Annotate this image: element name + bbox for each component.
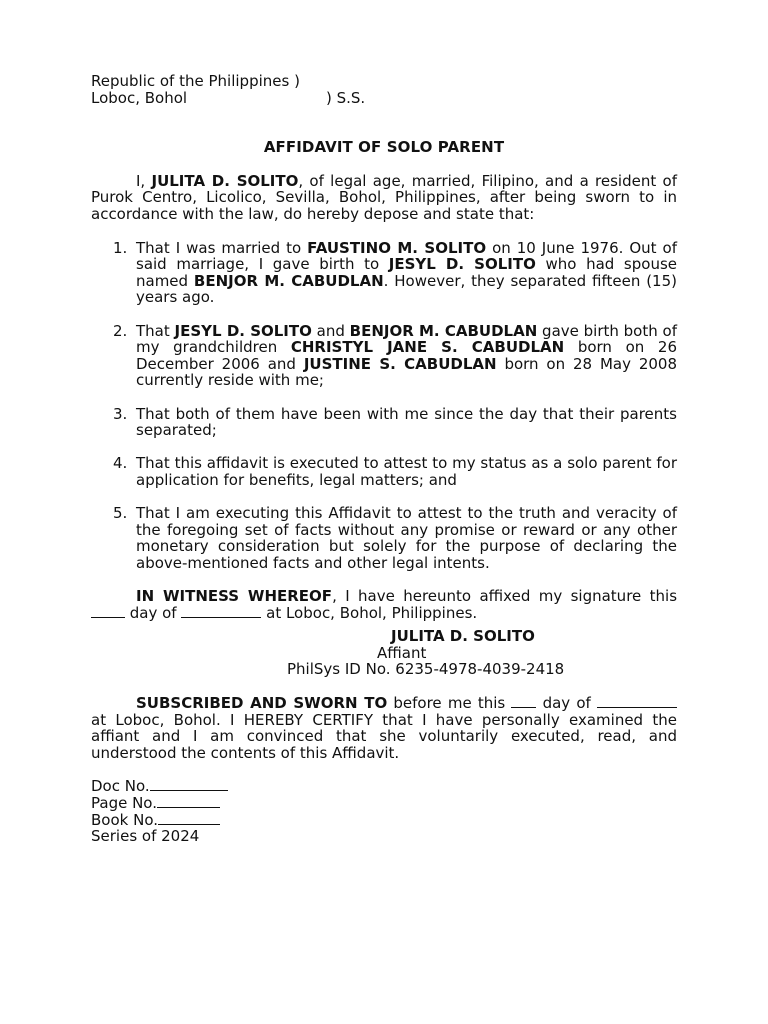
- book-number: Book No.: [91, 812, 677, 829]
- venue-block: [91, 73, 677, 106]
- intro-paragraph: I, JULITA D. SOLITO, of legal age, married, Filipino, and a resident of Purok Centro, Licolico, Sevilla, Bohol, Philippines, after being sworn to in accordance with the law, do hereby depose and state that:: [91, 171, 677, 223]
- affiant-name: JULITA D. SOLITO: [151, 171, 299, 190]
- item-number: 3.: [113, 404, 128, 423]
- venue-location: [91, 90, 677, 107]
- venue-ss: ) S.S.: [326, 88, 366, 107]
- book-number-blank: [158, 812, 220, 825]
- list-item: 5. That I am executing this Affidavit to attest to the truth and veracity of the foregoing set of facts without any promise or reward or any other monetary consideration but solely for the purpose of declaring the above-mentioned facts and other legal intents.: [113, 504, 677, 572]
- notarial-register: [91, 778, 677, 844]
- affidavit-page: [91, 73, 677, 845]
- venue-municipality: Loboc, Bohol: [91, 88, 188, 107]
- signature-role: Affiant: [377, 643, 427, 662]
- item-number: 5.: [113, 504, 128, 523]
- list-item: 3. That both of them have been with me since the day that their parents separated;: [113, 404, 677, 440]
- item-number: 2.: [113, 321, 128, 340]
- signature-block: [91, 628, 677, 678]
- item-number: 1.: [113, 238, 128, 257]
- month-blank: [181, 605, 261, 618]
- series-year: Series of 2024: [91, 827, 200, 846]
- facts-list: [91, 240, 677, 572]
- page-number-blank: [157, 795, 220, 808]
- jurat-paragraph: SUBSCRIBED AND SWORN TO before me this day of at Loboc, Bohol. I HEREBY CERTIFY that I have personally examined the affiant and I am convinced that she voluntarily executed, read, and understood the contents of this Affidavit.: [91, 694, 677, 762]
- jurat-day-blank: [511, 695, 536, 708]
- signature-name: JULITA D. SOLITO: [391, 627, 535, 646]
- item-number: 4.: [113, 454, 128, 473]
- day-blank: [91, 605, 125, 618]
- witness-paragraph: IN WITNESS WHEREOF, I have hereunto affixed my signature this day of at Loboc, Bohol, Philippines.: [91, 588, 677, 621]
- list-item: 4. That this affidavit is executed to attest to my status as a solo parent for application for benefits, legal matters; and: [113, 454, 677, 489]
- signature-id: PhilSys ID No. 6235-4978-4039-2418: [287, 660, 565, 679]
- page-number: Page No.: [91, 795, 677, 812]
- list-item: 2. That JESYL D. SOLITO and BENJOR M. CABUDLAN gave birth both of my grandchildren CHRISTYL JANE S. CABUDLAN born on 26 December 2006 and JUSTINE S. CABUDLAN born on 28 May 2008 currently reside with me;: [113, 321, 678, 390]
- list-item: 1. That I was married to FAUSTINO M. SOLITO on 10 June 1976. Out of said marriage, I gave birth to JESYL D. SOLITO who had spouse named BENJOR M. CABUDLAN. However, they separated fifteen (15) years ago.: [113, 238, 677, 307]
- doc-number-blank: [150, 778, 228, 791]
- document-title: AFFIDAVIT OF SOLO PARENT: [263, 138, 505, 157]
- venue-country: Republic of the Philippines ): [91, 72, 300, 90]
- doc-number: Doc No.: [91, 778, 677, 795]
- jurat-month-blank: [597, 695, 677, 708]
